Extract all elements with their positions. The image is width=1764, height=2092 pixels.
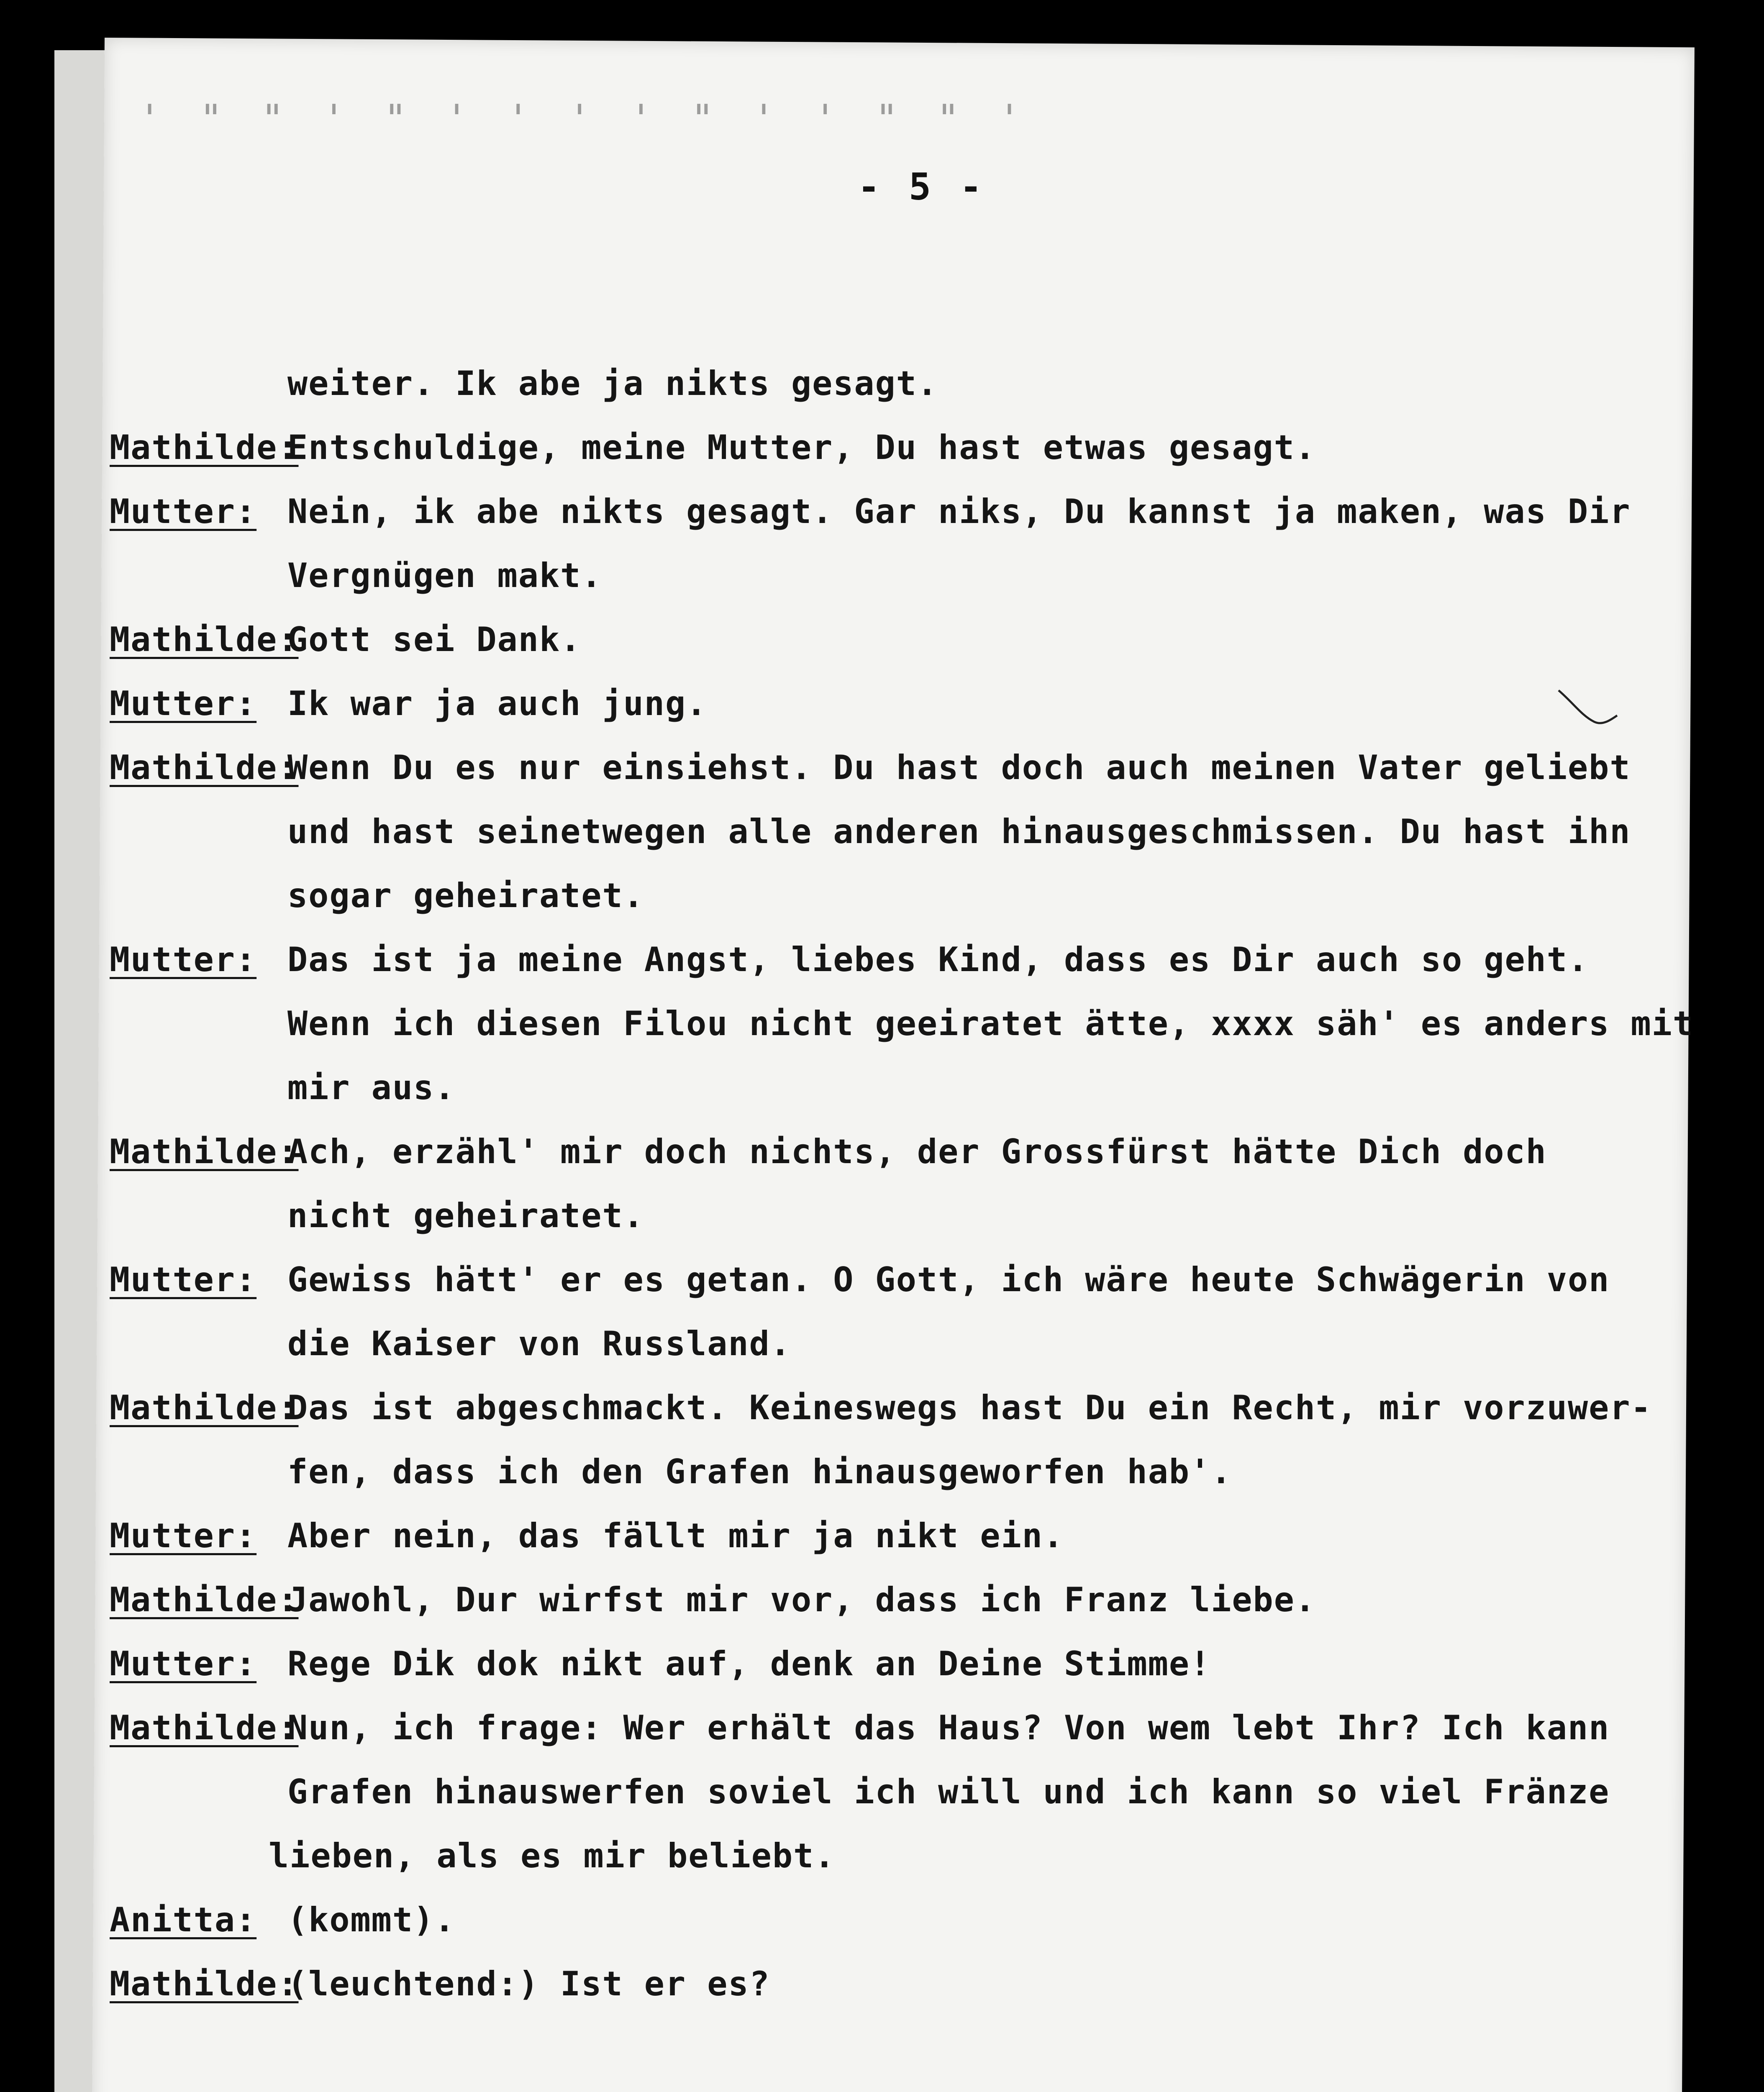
speech-text: lieben, als es mir beliebt. (269, 1836, 836, 1875)
script-line (110, 1248, 1616, 1312)
script-line (110, 928, 1616, 992)
script-line (110, 1888, 1616, 1952)
speech-text: Gewiss hätt' er es getan. O Gott, ich wäre heute Schwägerin von (287, 1260, 1610, 1299)
script-line (110, 1312, 1616, 1376)
script-line (110, 415, 1616, 479)
script-line (110, 479, 1631, 544)
script-line (110, 1824, 1616, 1888)
script-line (110, 800, 1631, 864)
speech-text: und hast seinetwegen alle anderen hinausgeschmissen. Du hast ihn (287, 812, 1631, 851)
speech-text: Nun, ich frage: Wer erhält das Haus? Von wem lebt Ihr? Ich kann (287, 1708, 1610, 1747)
speech-text: fen, dass ich den Grafen hinausgeworfen hab'. (287, 1452, 1232, 1491)
speech-text: Aber nein, das fällt mir ja nikt ein. (287, 1516, 1064, 1555)
speech-text: sogar geheiratet. (287, 876, 644, 915)
speech-text: Ach, erzähl' mir doch nichts, der Grossfürst hätte Dich doch (287, 1132, 1547, 1171)
script-line (110, 1632, 1616, 1696)
script-line (110, 1376, 1652, 1440)
script-line (110, 736, 1631, 800)
script-line (110, 608, 1616, 672)
speaker-name: Mathilde: (110, 428, 299, 467)
script-line (110, 544, 1616, 608)
script-line (110, 1056, 1616, 1120)
speech-text: (kommt). (287, 1900, 456, 1939)
speaker-name: Mathilde: (110, 748, 299, 787)
speech-text: (leuchtend:) Ist er es? (287, 1964, 770, 2003)
script-text (110, 351, 1694, 2016)
speech-text: Das ist ja meine Angst, liebes Kind, dass es Dir auch so geht. (287, 940, 1589, 979)
header-bleed-through: ' " " ' " ' ' ' ' " ' ' " " ' (138, 96, 1029, 141)
speech-text: Das ist abgeschmackt. Keineswegs hast Du ein Recht, mir vorzuwer- (287, 1388, 1652, 1427)
speaker-name: Mutter: (110, 1260, 257, 1299)
speaker-name: Mathilde: (110, 1580, 299, 1619)
speech-text: weiter. Ik abe ja nikts gesagt. (287, 364, 938, 403)
script-line (110, 1696, 1616, 1760)
speech-text: Grafen hinauswerfen soviel ich will und ich kann so viel Fränze (287, 1772, 1610, 1811)
speech-text: Wenn Du es nur einsiehst. Du hast doch auch meinen Vater geliebt (287, 748, 1631, 787)
speech-text: Rege Dik dok nikt auf, denk an Deine Stimme! (287, 1644, 1211, 1683)
script-line (110, 864, 1616, 928)
speech-text: nicht geheiratet. (287, 1196, 644, 1235)
speaker-name: Mathilde: (110, 620, 299, 659)
speech-text: Gott sei Dank. (287, 620, 582, 659)
speech-text: Wenn ich diesen Filou nicht geeiratet ätte, xxxx säh' es anders mit (287, 1004, 1694, 1043)
speaker-name: Mathilde: (110, 1708, 299, 1747)
speaker-name: Mathilde: (110, 1964, 299, 2003)
script-line (110, 1504, 1616, 1568)
speech-text: Nein, ik abe nikts gesagt. Gar niks, Du kannst ja maken, was Dir (287, 492, 1631, 531)
speaker-name: Mathilde: (110, 1388, 299, 1427)
script-line (110, 1120, 1616, 1184)
speech-text: die Kaiser von Russland. (287, 1324, 791, 1363)
speaker-name: Mathilde: (110, 1132, 299, 1171)
speech-text: Ik war ja auch jung. (287, 684, 708, 723)
speaker-name: Mutter: (110, 684, 257, 723)
speaker-name: Mutter: (110, 940, 257, 979)
script-line (110, 1952, 1616, 2016)
speaker-name: Mutter: (110, 1644, 257, 1683)
script-line (110, 1568, 1616, 1632)
speech-text: Entschuldige, meine Mutter, Du hast etwas gesagt. (287, 428, 1316, 467)
speech-text: mir aus. (287, 1068, 456, 1107)
script-line (110, 1760, 1616, 1824)
script-line (110, 992, 1694, 1056)
speech-text: Jawohl, Dur wirfst mir vor, dass ich Franz liebe. (287, 1580, 1316, 1619)
speaker-name: Mutter: (110, 1516, 257, 1555)
script-line (110, 1440, 1616, 1504)
speech-text: Vergnügen makt. (287, 556, 603, 595)
speaker-name: Mutter: (110, 492, 257, 531)
page-number: - 5 - (858, 165, 985, 208)
script-line (110, 1184, 1616, 1248)
script-line (110, 351, 1616, 415)
speaker-name: Anitta: (110, 1900, 257, 1939)
script-line (110, 672, 1616, 736)
